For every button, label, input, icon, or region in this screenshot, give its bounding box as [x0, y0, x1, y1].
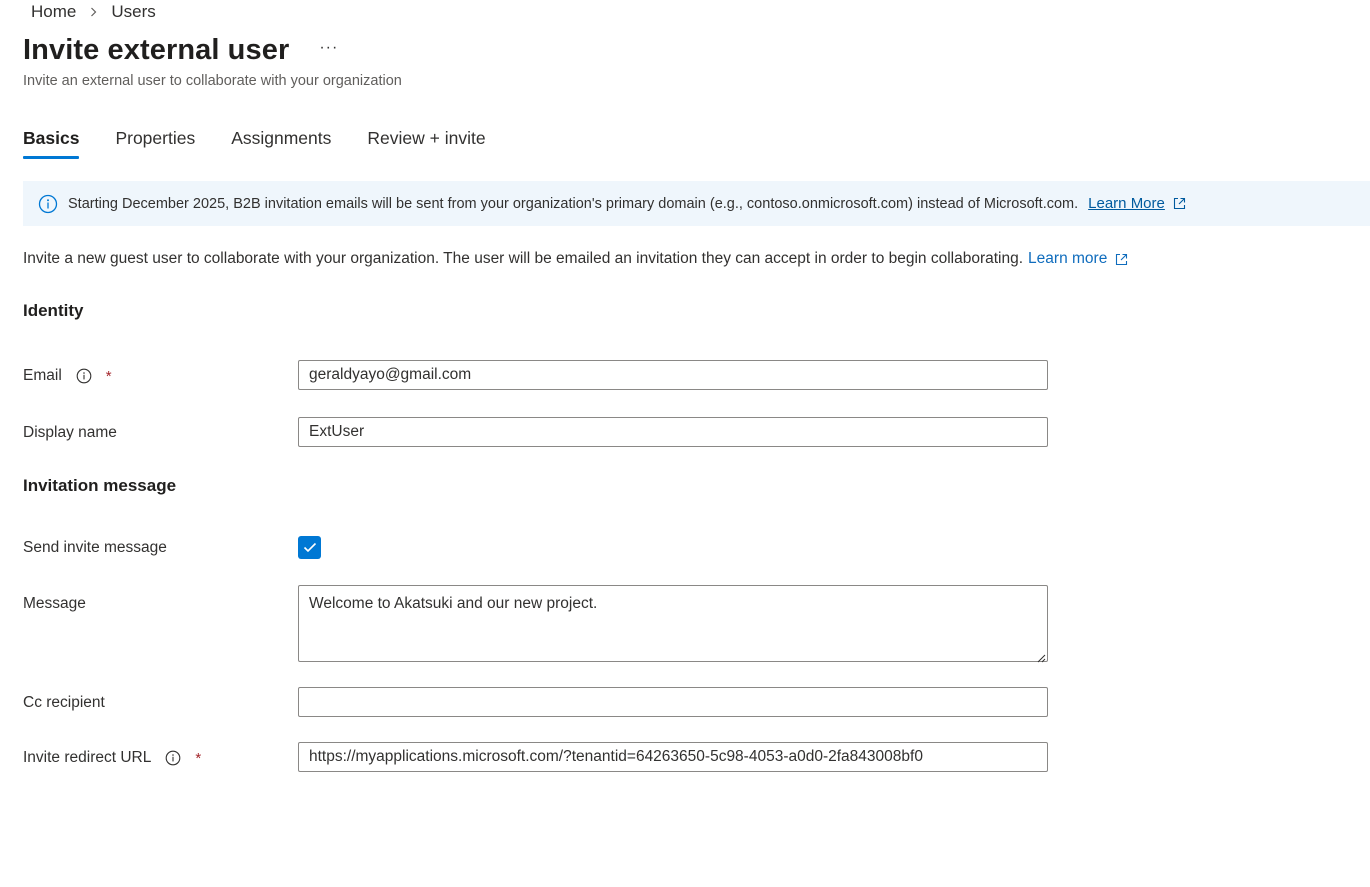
intro-learn-more-link[interactable] [1028, 250, 1128, 268]
breadcrumb-users[interactable]: Users [111, 2, 156, 21]
breadcrumb [31, 2, 156, 22]
email-field[interactable]: geraldyayo@gmail.com [298, 360, 1048, 390]
breadcrumb-home[interactable]: Home [31, 2, 77, 21]
tab-basics[interactable]: Basics [23, 128, 79, 159]
info-icon[interactable] [165, 750, 181, 766]
title-row [23, 34, 338, 67]
info-banner [23, 181, 1370, 226]
tab-review-invite[interactable]: Review + invite [367, 128, 486, 148]
message-label: Message [23, 595, 86, 612]
tab-assignments[interactable]: Assignments [231, 128, 332, 148]
banner-text: Starting December 2025, B2B invitation emails will be sent from your organization's primary domain (e.g., contoso.onmicrosoft.com) instead of Microsoft.com. [68, 195, 1079, 212]
info-icon [38, 194, 58, 214]
external-link-icon [1115, 253, 1128, 266]
redirect-label-row [23, 749, 201, 767]
chevron-right-icon [90, 7, 97, 17]
info-icon[interactable] [76, 368, 92, 384]
message-text: Welcome to Akatsuki and our new project. [309, 595, 598, 612]
external-link-icon [1173, 197, 1186, 210]
resize-grip-icon[interactable] [1036, 650, 1046, 660]
display-name-field[interactable]: ExtUser [298, 417, 1048, 447]
send-invite-label: Send invite message [23, 539, 167, 556]
intro-learn-more-label: Learn more [1028, 250, 1108, 267]
cc-recipient-field[interactable] [298, 687, 1048, 717]
page-title: Invite external user [23, 34, 290, 66]
redirect-url-label: Invite redirect URL [23, 749, 152, 766]
cc-recipient-label: Cc recipient [23, 694, 105, 711]
email-label-row [23, 367, 112, 385]
tab-list [23, 128, 522, 159]
banner-learn-more-label: Learn More [1088, 195, 1165, 212]
required-marker: * [105, 367, 112, 385]
invitation-heading: Invitation message [23, 476, 177, 495]
display-name-label: Display name [23, 424, 117, 441]
checkmark-icon [303, 542, 317, 553]
banner-learn-more-link[interactable] [1088, 195, 1186, 212]
intro-text [23, 250, 1128, 268]
page-subtitle: Invite an external user to collaborate with your organization [23, 73, 402, 89]
tab-properties[interactable]: Properties [115, 128, 196, 148]
email-label: Email [23, 367, 62, 384]
intro-description: Invite a new guest user to collaborate with your organization. The user will be emailed an invitation they can accept in order to begin collaborating. [23, 250, 1024, 267]
required-marker: * [195, 749, 202, 767]
more-options-button[interactable]: ··· [319, 38, 339, 56]
send-invite-checkbox[interactable] [298, 536, 321, 559]
message-textarea[interactable] [298, 585, 1048, 662]
redirect-url-field[interactable]: https://myapplications.microsoft.com/?tenantid=64263650-5c98-4053-a0d0-2fa843008bf0 [298, 742, 1048, 772]
identity-heading: Identity [23, 301, 84, 320]
